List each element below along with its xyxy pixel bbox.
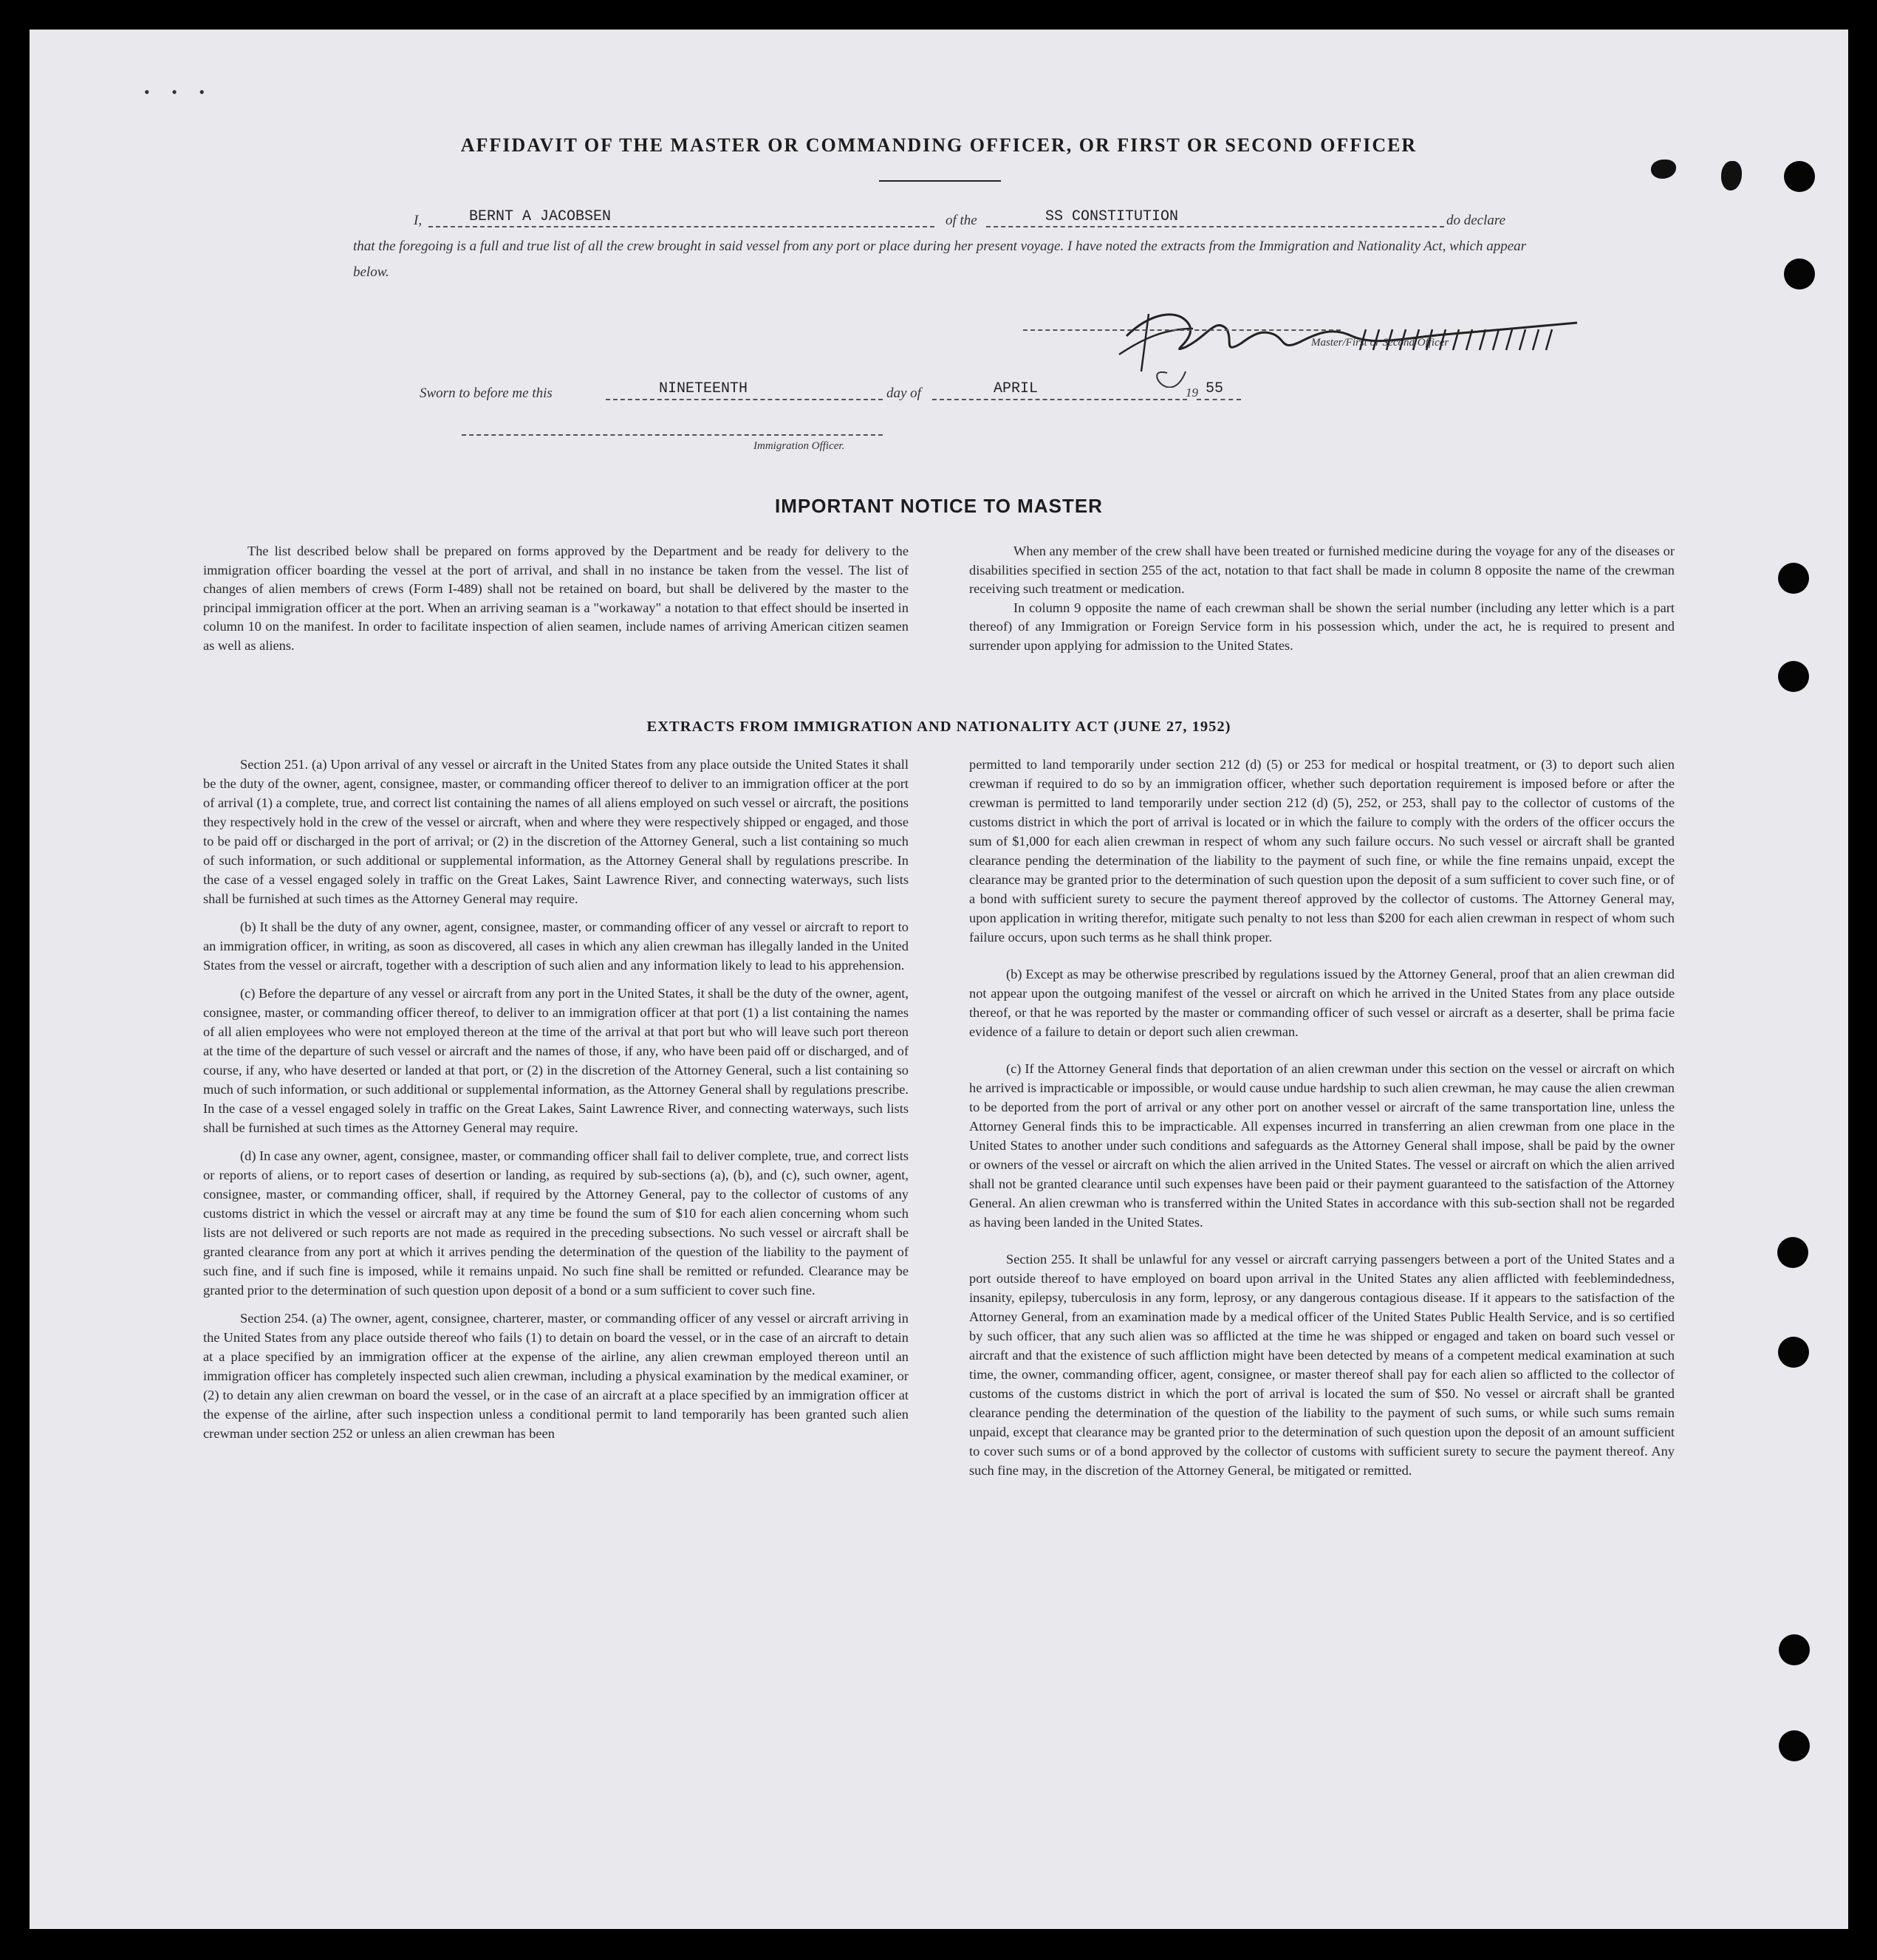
month-line <box>932 399 1187 400</box>
year-line <box>1197 399 1241 400</box>
punch-hole <box>1784 258 1815 289</box>
signature-line <box>1023 329 1341 331</box>
year-prefix: 19 <box>1186 386 1198 400</box>
sworn-label: Sworn to before me this <box>420 386 553 401</box>
sworn-day: NINETEENTH <box>659 380 748 397</box>
notice-right-text-2: In column 9 opposite the name of each crewman shall be shown the serial number (including any letter which is a part thereof) of any Immigration or Foreign Service form in his possession which, under the act, he is required to present and surrender upon applying for admission to the United States. <box>969 600 1675 653</box>
title-divider <box>879 180 1001 182</box>
punch-hole <box>1777 1237 1808 1268</box>
punch-hole <box>1778 661 1809 692</box>
document-page <box>30 30 1848 1929</box>
officer-label: Immigration Officer. <box>753 440 845 452</box>
punch-hole <box>1778 1337 1809 1368</box>
strike-marks <box>1355 325 1559 354</box>
section-251-b: (b) It shall be the duty of any owner, agent, consignee, master, or commanding officer of any vessel or aircraft to report to an immigration officer, in writing, as soon as discovered, all cases in which any alien crewman has illegally landed in the United States from the vessel or aircraft, together with a description of such alien and any information likely to lead to his apprehension. <box>203 919 909 973</box>
section-254-c: (c) If the Attorney General finds that deportation of an alien crewman under this section on the vessel or aircraft on which he arrived is impracticable or impossible, or would cause undue hardship to such alien crewman, he may cause the alien crewman to be deported from the port of arrival or any other port on another vessel or aircraft of the same transportation line, unless the Attorney General finds this to be impracticable. All expenses incurred in transferring an alien crewman from one place in the United States to another under such conditions and safeguards as the Attorney General shall impose, shall be paid by the owner or owners of the vessel or aircraft on which the alien arrived in the United States. The vessel or aircraft on which the alien arrived shall not be granted clearance until such expenses have been paid or their payment guaranteed to the satisfaction of the Attorney General. An alien crewman who is transferred within the United States in accordance with this sub-section shall not be regarded as having been landed in the United States. <box>969 1061 1675 1230</box>
extracts-left-column <box>203 755 909 1443</box>
ink-blot <box>1651 160 1676 179</box>
section-254-b: (b) Except as may be otherwise prescribed by regulations issued by the Attorney General, proof that an alien crewman did not appear upon the outgoing manifest of the vessel or aircraft on which he arrived in the United States from any place outside thereof, or that he was reported by the master or commanding officer of such vessel or aircraft as a deserter, shall be prima facie evidence of a failure to detain or deport such alien crewman. <box>969 967 1675 1039</box>
affidavit-title: AFFIDAVIT OF THE MASTER OR COMMANDING OFFICER, OR FIRST OR SECOND OFFICER <box>460 134 1418 156</box>
day-of-label: day of <box>886 386 921 401</box>
extracts-title: EXTRACTS FROM IMMIGRATION AND NATIONALITY ACT (JUNE 27, 1952) <box>646 719 1231 735</box>
punch-hole <box>1784 161 1815 192</box>
notice-left-text: The list described below shall be prepared on forms approved by the Department and be ready for delivery to the immigration officer boarding the vessel at the port of arrival, and shall in no instance be taken from the vessel. The list of changes of alien members of crews (Form I-489) shall not be retained on board, but shall be delivered by the master to the principal immigration officer at the port. When an arriving seaman is a "workaway" a notation to that effect should be inserted in column 10 on the manifest. In order to facilitate inspection of alien seamen, include names of arriving American citizen seamen as well as aliens. <box>203 544 909 653</box>
punch-hole <box>1778 563 1809 594</box>
master-name: BERNT A JACOBSEN <box>469 208 612 225</box>
vessel-line <box>986 226 1444 227</box>
year-suffix: 55 <box>1206 380 1224 397</box>
day-line <box>606 399 883 400</box>
extracts-right-column <box>969 755 1675 1480</box>
punch-hole <box>1779 1634 1810 1665</box>
scan-marks: • • • <box>144 83 214 101</box>
notice-right <box>969 542 1675 656</box>
ink-blot <box>1721 161 1742 191</box>
vessel-name: SS CONSTITUTION <box>1045 208 1179 225</box>
notice-right-text-1: When any member of the crew shall have been treated or furnished medicine during the voyage for any of the diseases or disabilities specified in section 255 of the act, notation to that fact shall be made in column 8 opposite the name of the crewman receiving such treatment or medication. <box>969 544 1675 597</box>
signer-title: Master/First or Second Officer <box>1311 337 1449 349</box>
punch-hole <box>1779 1730 1810 1761</box>
do-declare-label: do declare <box>1446 213 1506 228</box>
of-the-label: of the <box>946 213 977 228</box>
officer-line <box>462 434 883 436</box>
affidavit-statement: that the foregoing is a full and true list of all the crew brought in said vessel from any port or place during her present voyage. I have noted the extracts from the Immigration and Nationality Act, which appear below. <box>353 239 1527 280</box>
section-255: Section 255. It shall be unlawful for any vessel or aircraft carrying passengers between a port of the United States and a port outside thereof to have employed on board upon arrival in the United States any alien afflicted with feeblemindedness, insanity, epilepsy, tuberculosis in any form, leprosy, or any dangerous contagious disease. If it appears to the satisfaction of the Attorney General, from an examination made by a medical officer of the United States Public Health Service, and is so certified by such officer, that any such alien was so afflicted at the time he was shipped or engaged and taken on board such vessel or aircraft and that the existence of such affliction might have been detected by means of a competent medical examination at such time, the owner, commanding officer, agent, consignee, or master thereof shall pay for each alien so afflicted to the collector of customs of the customs district in which the port of arrival is located the sum of $50. No vessel or aircraft shall be granted clearance pending the determination of the question of the liability to the payment of such sums, or while such sums remain unpaid, except that clearance may be granted prior to the determination of such question upon the deposit of an amount sufficient to cover such sums or of a bond approved by the collector of customs with sufficient surety to secure the payment thereof. Any such fine may, in the discretion of the Attorney General, be mitigated or remitted. <box>969 1252 1675 1478</box>
sworn-month: APRIL <box>994 380 1039 397</box>
section-251-c: (c) Before the departure of any vessel or aircraft from any port in the United States, it shall be the duty of the owner, agent, consignee, master, or commanding officer thereof, to deliver to an immigration officer at that port (1) a list containing the names of all alien employees who were not employed thereon at the time of the arrival at that port but who will leave such port thereon at the time of the departure of such vessel or aircraft and the names of those, if any, who have been paid off or discharged, and of course, if any, who have deserted or landed at that port, or (2) in the discretion of the Attorney General, such a list containing so much of such information, or such additional or supplemental information, as the Attorney General shall by regulations prescribe. In the case of a vessel engaged solely in traffic on the Great Lakes, Saint Lawrence River, and connecting waterways, such lists shall be furnished at such times as the Attorney General may require. <box>203 986 909 1135</box>
affidavit-lead: I, <box>414 213 423 228</box>
notice-left <box>203 542 909 656</box>
section-254-a-cont: permitted to land temporarily under section 212 (d) (5) or 253 for medical or hospital treatment, or (3) to deport such alien crewman if required to do so by an immigration officer, whether such deportation requirement is imposed before or after the crewman is permitted to land temporarily under section 212 (d) (5), 252, or 253, shall pay to the collector of customs of the customs district in which the port of arrival is located or in which the failure to comply with the orders of the officer occurs the sum of $1,000 for each alien crewman in respect of whom any such failure occurs. No such vessel or aircraft shall be granted clearance pending the determination of the liability to the payment of such fine, or while the fine remains unpaid, except the clearance may be granted prior to the determination of such question upon the deposit of a sum sufficient to cover such fine, or of a bond with sufficient surety to secure the payment thereof approved by the collector of customs. The Attorney General may, upon application in writing therefor, mitigate such penalty to not less than $200 for each alien crewman in respect of whom such failure occurs, upon such terms as he shall think proper. <box>969 757 1675 945</box>
name-line <box>428 226 934 227</box>
notice-title: IMPORTANT NOTICE TO MASTER <box>775 495 1103 517</box>
section-251-d: (d) In case any owner, agent, consignee, master, or commanding officer shall fail to deliver complete, true, and correct lists or reports of aliens, or to report cases of desertion or landing, as required by sub-sections (a), (b), and (c), such owner, agent, consignee, master, or commanding officer, shall, if required by the Attorney General, pay to the collector of customs of any customs district in which the vessel or aircraft may at any time be found the sum of $10 for each alien concerning whom such lists are not delivered or such reports are not made as required in the preceding subsections. No such vessel or aircraft shall be granted clearance from any port at which it arrives pending the determination of the question of the liability to the payment of such fine, and if such fine is imposed, while it remains unpaid. No such fine shall be remitted or refunded. Clearance may be granted prior to the determination of such question upon deposit of a bond or a sum sufficient to cover such fine. <box>203 1148 909 1298</box>
section-251-a: Section 251. (a) Upon arrival of any vessel or aircraft in the United States from any place outside the United States it shall be the duty of the owner, agent, consignee, master, or commanding officer thereof to deliver to an immigration officer at the port of arrival (1) a complete, true, and correct list containing the names of all aliens employed on such vessel or aircraft, the positions they respectively hold in the crew of the vessel or aircraft, when and where they were respectively shipped or engaged, and those to be paid off or discharged in the port of arrival; or (2) in the discretion of the Attorney General, such a list containing so much of such information, or such additional or supplemental information, as the Attorney General shall by regulations prescribe. In the case of a vessel engaged solely in traffic on the Great Lakes, Saint Lawrence River, and connecting waterways, such lists shall be furnished at such times as the Attorney General may require. <box>203 757 909 906</box>
section-254-a: Section 254. (a) The owner, agent, consignee, charterer, master, or commanding officer of any vessel or aircraft arriving in the United States from any place outside thereof who fails (1) to detain on board the vessel, or in the case of an aircraft to detain at a place specified by an immigration officer at the expense of the airline, any alien crewman employed thereon until an immigration officer has completely inspected such alien crewman, including a physical examination by the medical examiner, or (2) to detain any alien crewman on board the vessel, or in the case of an aircraft at a place specified by an immigration officer at the expense of the airline, after such inspection unless a conditional permit to land temporarily has been granted such alien crewman under section 252 or unless an alien crewman has been <box>203 1311 909 1441</box>
